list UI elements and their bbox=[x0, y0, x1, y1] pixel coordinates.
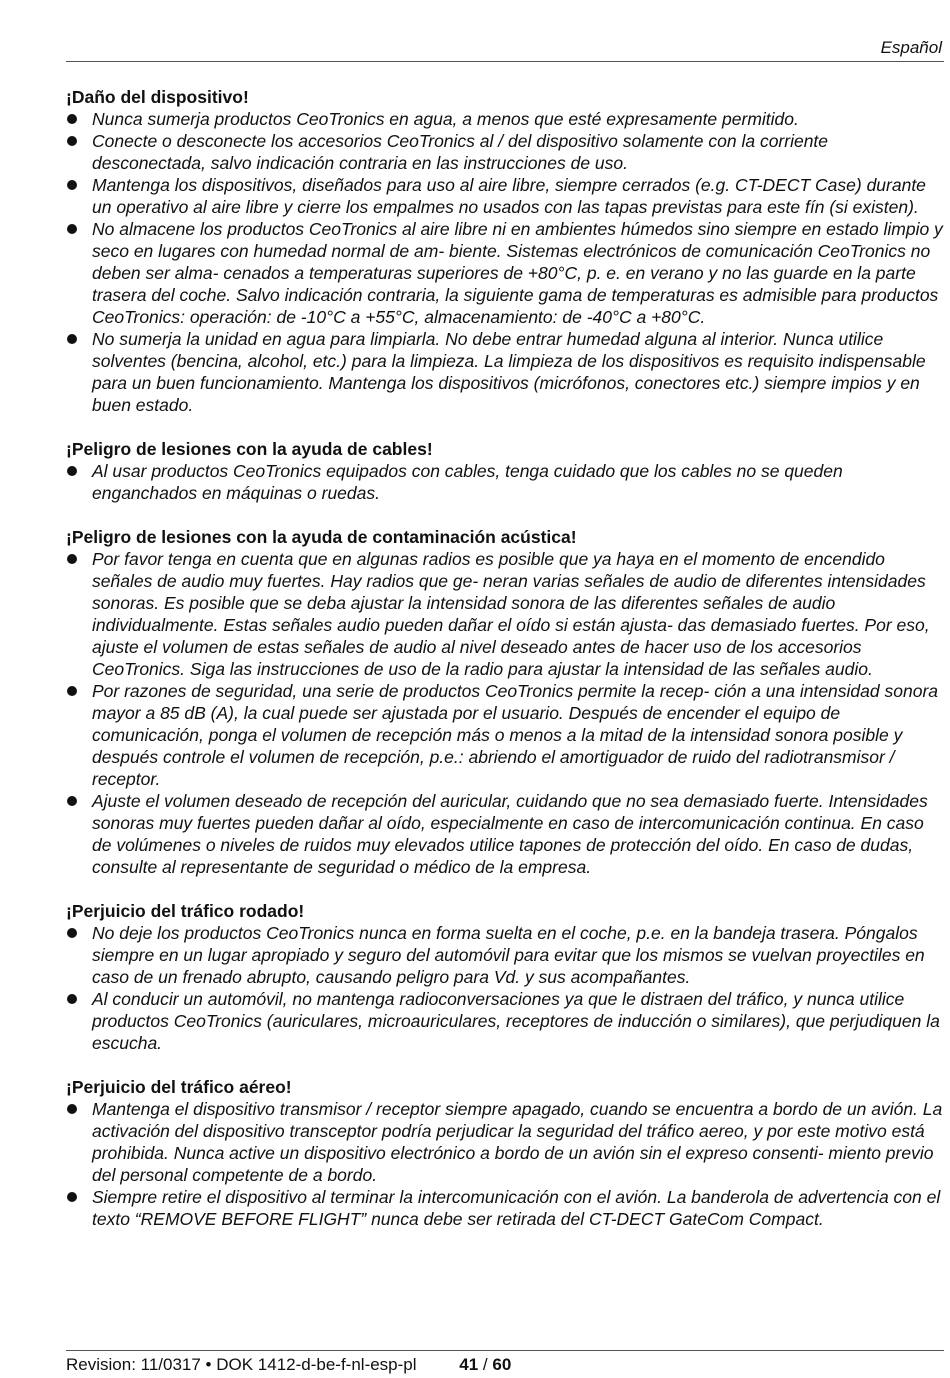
bullet-dot-icon bbox=[67, 1104, 77, 1114]
bullet-item bbox=[66, 988, 944, 1054]
bullet-item bbox=[66, 328, 944, 416]
section-title: ¡Peligro de lesiones con la ayuda de contaminación acústica! bbox=[66, 527, 577, 547]
section-title: ¡Peligro de lesiones con la ayuda de cables! bbox=[66, 439, 433, 459]
bullet-item bbox=[66, 922, 944, 988]
bullet-dot-icon bbox=[67, 928, 77, 938]
section bbox=[66, 86, 944, 416]
bullet-dot-icon bbox=[67, 180, 77, 190]
bullet-item bbox=[66, 108, 944, 130]
bullet-text: Por razones de seguridad, una serie de productos CeoTronics permite la recep- ción a una intensidad sonora mayor a 85 dB (A), la cual puede ser ajustada por el usuario. Después de encender el equipo de comunicación, ponga el volumen de recepción más o menos a la mitad de la intensidad sonora posible y después controle el volumen de recepción, p.e.: abriendo el amortiguador de ruido del radiotransmisor / receptor. bbox=[92, 681, 938, 789]
bullet-list bbox=[66, 460, 944, 504]
page-total: 60 bbox=[492, 1355, 512, 1374]
bullet-text: Al conducir un automóvil, no mantenga radioconversaciones ya que le distraen del tráfico, y nunca utilice productos CeoTronics (auriculares, microauriculares, receptores de inducción o similares), que perjudiquen la escucha. bbox=[92, 989, 940, 1053]
section-title: ¡Daño del dispositivo! bbox=[66, 87, 249, 107]
bullet-item bbox=[66, 174, 944, 218]
bullet-dot-icon bbox=[67, 994, 77, 1004]
bullet-dot-icon bbox=[67, 136, 77, 146]
bullet-dot-icon bbox=[67, 554, 77, 564]
bullet-dot-icon bbox=[67, 796, 77, 806]
document-body bbox=[66, 86, 944, 1252]
bullet-list bbox=[66, 548, 944, 878]
page-separator: / bbox=[478, 1355, 493, 1374]
bullet-text: No deje los productos CeoTronics nunca en forma suelta en el coche, p.e. en la bandeja trasera. Póngalos siempre en un lugar apropiado y seguro del automóvil para evitar que los mismos se vuelvan proyectiles en caso de un frenado abrupto, causando peligro para Vd. y sus acompañantes. bbox=[92, 923, 925, 987]
bullet-text: Al usar productos CeoTronics equipados con cables, tenga cuidado que los cables no se queden enganchados en máquinas o ruedas. bbox=[92, 461, 843, 503]
bullet-dot-icon bbox=[67, 334, 77, 344]
bullet-text: Mantenga los dispositivos, diseñados para uso al aire libre, siempre cerrados (e.g. CT-DECT Case) durante un operativo al aire libre y cierre los empalmes no usados con las tapas previstas para este fín (si existen). bbox=[92, 175, 926, 217]
bullet-text: Siempre retire el dispositivo al terminar la intercomunicación con el avión. La banderola de advertencia con el texto “REMOVE BEFORE FLIGHT” nunca debe ser retirada del CT-DECT GateCom Compact. bbox=[92, 1187, 941, 1229]
bullet-text: Conecte o desconecte los accesorios CeoTronics al / del dispositivo solamente con la corriente desconectada, salvo indicación contraria en las instrucciones de uso. bbox=[92, 131, 829, 173]
section-title: ¡Perjuicio del tráfico aéreo! bbox=[66, 1077, 292, 1097]
section bbox=[66, 526, 944, 878]
bullet-list bbox=[66, 922, 944, 1054]
page-current: 41 bbox=[459, 1355, 479, 1374]
header-language: Español bbox=[880, 38, 942, 57]
bullet-dot-icon bbox=[67, 466, 77, 476]
bullet-item bbox=[66, 548, 944, 680]
bullet-text: Nunca sumerja productos CeoTronics en agua, a menos que esté expresamente permitido. bbox=[92, 109, 799, 129]
section-title: ¡Perjuicio del tráfico rodado! bbox=[66, 901, 305, 921]
section bbox=[66, 438, 944, 504]
section bbox=[66, 900, 944, 1054]
section bbox=[66, 1076, 944, 1230]
bullet-item bbox=[66, 460, 944, 504]
bullet-item bbox=[66, 130, 944, 174]
bullet-text: No almacene los productos CeoTronics al aire libre ni en ambientes húmedos sino siempre en estado limpio y seco en lugares con humedad normal de am- biente. Sistemas electrónicos de comunicación CeoTronics no deben ser alma- cenados a temperaturas superiores de +80°C, p. e. en verano y no las guarde en la parte trasera del coche. Salvo indicación contraria, la siguiente gama de temperaturas es admisible para productos CeoTronics: operación: de -10°C a +55°C, almacenamiento: de -40°C a +80°C. bbox=[92, 219, 943, 327]
bullet-item bbox=[66, 1098, 944, 1186]
bullet-item bbox=[66, 680, 944, 790]
bullet-text: Mantenga el dispositivo transmisor / receptor siempre apagado, cuando se encuentra a bordo de un avión. La activación del dispositivo transceptor podría perjudicar la seguridad del tráfico aereo, y por este motivo está prohibida. Nunca active un dispositivo electrónico a bordo de un avión sin el expreso consenti- miento previo del personal competente de a bordo. bbox=[92, 1099, 943, 1185]
bullet-dot-icon bbox=[67, 686, 77, 696]
footer-divider bbox=[66, 1350, 944, 1351]
bullet-list bbox=[66, 108, 944, 416]
bullet-item bbox=[66, 218, 944, 328]
bullet-text: Ajuste el volumen deseado de recepción del auricular, cuidando que no sea demasiado fuerte. Intensidades sonoras muy fuertes pueden dañar al oído, especialmente en caso de intercomunicación continua. En caso de volúmenes o niveles de ruidos muy elevados utilice tapones de protección del oído. En caso de dudas, consulte al representante de seguridad o médico de la empresa. bbox=[92, 791, 928, 877]
page-footer bbox=[66, 1355, 511, 1375]
header-divider bbox=[66, 61, 944, 62]
bullet-text: No sumerja la unidad en agua para limpiarla. No debe entrar humedad alguna al interior. Nunca utilice solventes (bencina, alcohol, etc.) para la limpieza. La limpieza de los dispositivos es requisito indispensable para un buen funcionamiento. Mantenga los dispositivos (micrófonos, conectores etc.) siempre impios y en buen estado. bbox=[92, 329, 926, 415]
bullet-item bbox=[66, 1186, 944, 1230]
page-number bbox=[459, 1355, 511, 1374]
bullet-text: Por favor tenga en cuenta que en algunas radios es posible que ya haya en el momento de encendido señales de audio muy fuertes. Hay radios que ge- neran varias señales de audio de diferentes intensidades sonoras. Es posible que se deba ajustar la intensidad sonora de las diferentes señales de audio individualmente. Estas señales audio pueden dañar el oído si están ajusta- das demasiado fuertes. Por eso, ajuste el volumen de estas señales de audio al nivel deseado antes de hacer uso de los accesorios CeoTronics. Siga las instrucciones de uso de la radio para ajustar la intensidad de las señales audio. bbox=[92, 549, 930, 679]
bullet-dot-icon bbox=[67, 224, 77, 234]
bullet-dot-icon bbox=[67, 114, 77, 124]
bullet-item bbox=[66, 790, 944, 878]
revision-info: Revision: 11/0317 • DOK 1412-d-be-f-nl-esp-pl bbox=[66, 1355, 417, 1374]
bullet-list bbox=[66, 1098, 944, 1230]
bullet-dot-icon bbox=[67, 1192, 77, 1202]
